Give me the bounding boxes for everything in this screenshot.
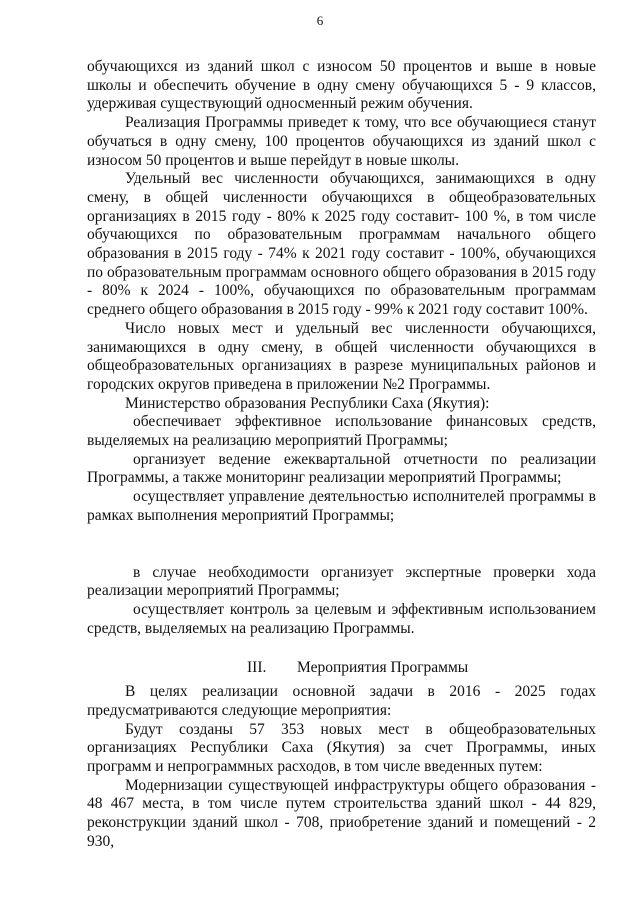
paragraph: Модернизации существующей инфраструктуры общего образования - 48 467 места, в том числе путем строительства зданий школ - 44 829, реконструкции зданий школ - 708, приобретение зданий и помещений - 2 930, — [87, 776, 596, 850]
page-number: 6 — [316, 13, 324, 28]
paragraph: обучающихся из зданий школ с износом 50 процентов и выше в новые школы и обеспечить обучение в одну смену обучающихся 5 - 9 классов, удерживая существующий односменный режим обучения. — [87, 58, 596, 113]
paragraph: В целях реализации основной задачи в 2016 - 2025 годах предусматриваются следующие мероприятия: — [87, 683, 596, 719]
paragraph: Министерство образования Республики Саха (Якутия): — [125, 394, 490, 412]
list-item: обеспечивает эффективное использование финансовых средств, выделяемых на реализацию мероприятий Программы; — [87, 413, 596, 450]
list-item: в случае необходимости организует экспертные проверки хода реализации мероприятий Программы; — [87, 563, 596, 600]
list-item: организует ведение ежеквартальной отчетности по реализации Программы, а также мониторинг реализации мероприятий Программы; — [87, 450, 596, 487]
document-body — [87, 58, 596, 851]
paragraph: Реализация Программы приведет к тому, что все обучающиеся станут обучаться в одну смену, 100 процентов обучающихся из зданий школ с износом 50 процентов и выше перейдут в новые школы. — [87, 114, 596, 169]
paragraph: Удельный вес численности обучающихся, занимающихся в одну смену, в общей численности обучающихся в общеобразовательных организациях в 2015 году - 80% к 2025 году составит- 100 %, в том числе обучающихся по образовательным программам начального общего образования в 2015 году - 74% к 2021 году составит - 100%, обучающихся по образовательным программам основного общего образования в 2015 году - 80% к 2024 - 100%, обучающихся по образовательным программам среднего общего образования в 2015 году - 99% к 2021 году составит 100%. — [87, 170, 596, 319]
paragraph: Число новых мест и удельный вес численности обучающихся, занимающихся в одну смену, в общей численности обучающихся в общеобразовательных организациях в разрезе муниципальных районов и городских округов приведена в приложении №2 Программы. — [87, 319, 596, 393]
list-item: осуществляет контроль за целевым и эффективным использованием средств, выделяемых на реализацию Программы. — [87, 600, 596, 637]
section-number: III. — [247, 659, 267, 677]
section-heading — [87, 659, 596, 678]
section-title: Мероприятия Программы — [297, 659, 469, 677]
list-item: осуществляет управление деятельностью исполнителей программы в рамках выполнения мероприятий Программы; — [87, 488, 596, 524]
blank-space — [87, 526, 596, 564]
paragraph: Будут созданы 57 353 новых мест в общеобразовательных организациях Республики Саха (Якутия) за счет Программы, иных программ и непрограммных расходов, в том числе введенных путем: — [87, 720, 596, 775]
